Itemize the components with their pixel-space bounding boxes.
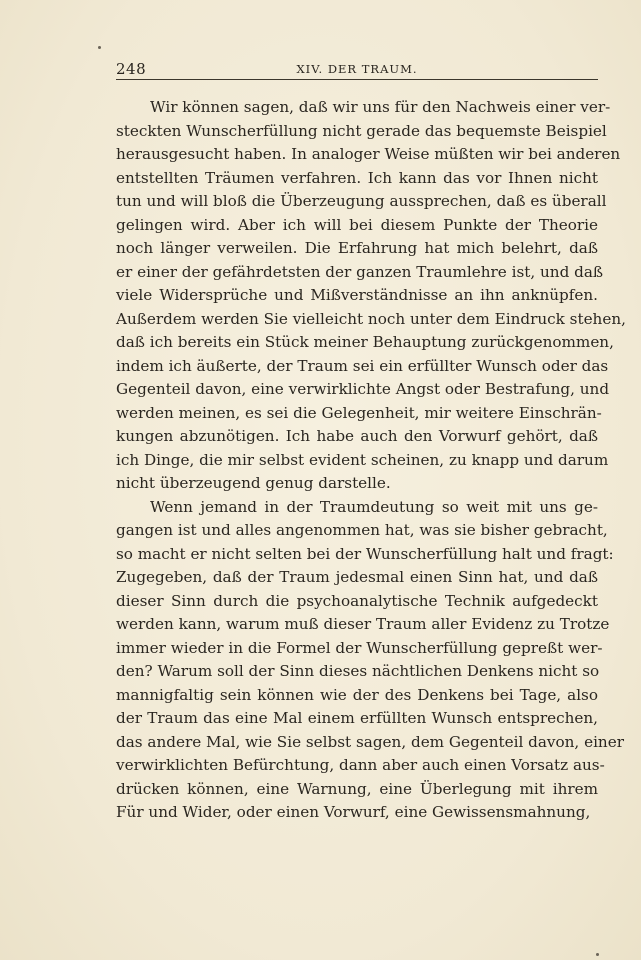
text-line: werden kann, warum muß dieser Traum aller Evidenz zu Trotze	[116, 615, 610, 633]
text-line: ich Dinge, die mir selbst evident scheinen, zu knapp und darum	[116, 450, 609, 469]
text-line: kungen abzunötigen. Ich habe auch den Vorwurf gehört, daß	[116, 427, 598, 445]
text-line: indem ich äußerte, der Traum sei ein erfüllter Wunsch oder das	[116, 356, 609, 375]
paragraph	[116, 96, 626, 496]
text-line: den? Warum soll der Sinn dieses nächtlichen Denkens nicht so	[116, 662, 600, 680]
paragraph	[116, 496, 624, 825]
text-line: verwirklichten Befürchtung, dann aber auch einen Vorsatz aus-	[116, 756, 605, 774]
paper-speck	[596, 953, 599, 956]
text-line: gangen ist und alles angenommen hat, was sie bisher gebracht,	[116, 521, 608, 539]
text-line: daß ich bereits ein Stück meiner Behauptung zurückgenommen,	[116, 333, 614, 351]
text-line: steckten Wunscherfüllung nicht gerade das bequemste Beispiel	[116, 121, 607, 140]
text-line: Wenn jemand in der Traumdeutung so weit mit uns ge-	[150, 497, 598, 516]
text-line: das andere Mal, wie Sie selbst sagen, dem Gegenteil davon, einer	[116, 732, 624, 751]
body-text	[116, 96, 626, 825]
text-line: Gegenteil davon, eine verwirklichte Angst oder Bestrafung, und	[116, 380, 610, 398]
text-line: Außerdem werden Sie vielleicht noch unter dem Eindruck stehen,	[116, 309, 626, 328]
text-line: entstellten Träumen verfahren. Ich kann das vor Ihnen nicht	[116, 168, 598, 187]
text-line: noch länger verweilen. Die Erfahrung hat mich belehrt, daß	[116, 239, 598, 257]
text-line: nicht überzeugend genug darstelle.	[116, 474, 391, 492]
header-rule	[116, 79, 598, 80]
page-header	[116, 58, 598, 82]
text-line: mannigfaltig sein können wie der des Denkens bei Tage, also	[116, 685, 598, 704]
text-line: Zugegeben, daß der Traum jedesmal einen Sinn hat, und daß	[116, 568, 598, 586]
text-line: so macht er nicht selten bei der Wunscherfüllung halt und fragt:	[116, 544, 614, 563]
text-line: dieser Sinn durch die psychoanalytische Technik aufgedeckt	[116, 591, 598, 610]
text-line: viele Widersprüche und Mißverständnisse an ihn anknüpfen.	[116, 286, 598, 304]
text-line: werden meinen, es sei die Gelegenheit, mir weitere Einschrän-	[116, 403, 602, 422]
paper-speck	[98, 46, 101, 49]
text-line: drücken können, eine Warnung, eine Überlegung mit ihrem	[116, 779, 598, 798]
running-title: XIV. DER TRAUM.	[296, 62, 418, 76]
text-line: er einer der gefährdetsten der ganzen Traumlehre ist, und daß	[116, 262, 604, 281]
text-line: tun und will bloß die Überzeugung aussprechen, daß es überall	[116, 192, 607, 210]
text-line: Für und Wider, oder einen Vorwurf, eine Gewissensmahnung,	[116, 803, 591, 821]
text-line: gelingen wird. Aber ich will bei diesem Punkte der Theorie	[116, 215, 598, 234]
text-line: Wir können sagen, daß wir uns für den Nachweis einer ver-	[150, 98, 611, 116]
text-line: herausgesucht haben. In analoger Weise müßten wir bei anderen	[116, 145, 621, 163]
page-number: 248	[116, 60, 147, 78]
text-line: immer wieder in die Formel der Wunscherfüllung gepreßt wer-	[116, 638, 603, 657]
text-line: der Traum das eine Mal einem erfüllten Wunsch entsprechen,	[116, 709, 598, 727]
